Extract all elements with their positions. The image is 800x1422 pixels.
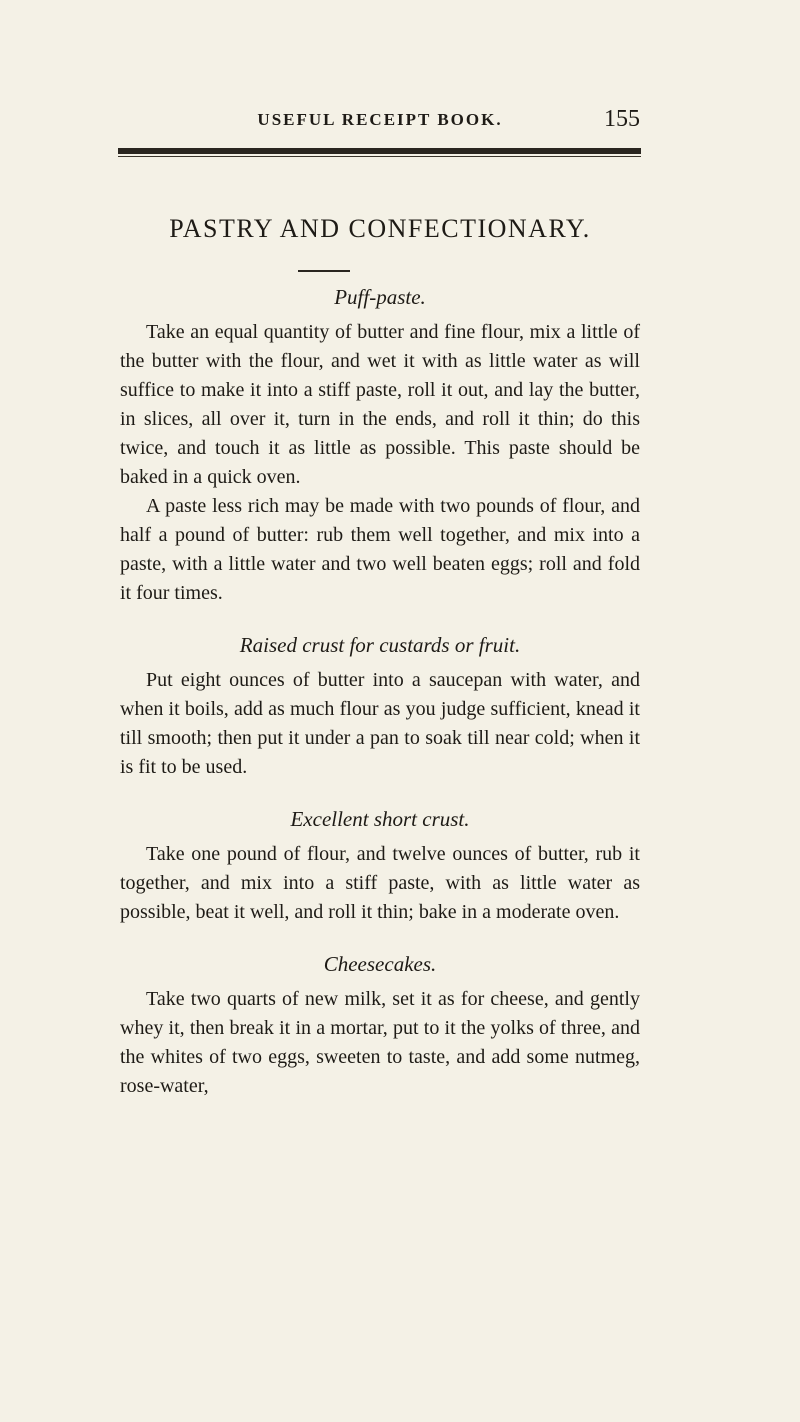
- recipe-title: Raised crust for custards or fruit.: [239, 633, 521, 657]
- recipe-puff-paste: [120, 282, 640, 608]
- recipe-title: Puff-paste.: [334, 285, 426, 309]
- running-head: [120, 106, 640, 136]
- page-body: [120, 282, 640, 1123]
- recipe-paragraph: A paste less rich may be made with two pounds of flour, and half a pound of butter: rub them well together, and mix into a paste, with a little water and two well beaten eggs; roll and fold it four times.: [120, 495, 640, 604]
- recipe-paragraph: Put eight ounces of butter into a saucepan with water, and when it boils, add as much flour as you judge sufficient, knead it till smooth; then put it under a pan to soak till near cold; when it is fit to be used.: [120, 669, 640, 778]
- recipe-title: Excellent short crust.: [290, 807, 470, 831]
- page-number: 155: [604, 106, 640, 132]
- section-title: PASTRY AND CONFECTIONARY.: [169, 214, 591, 243]
- header-rule-thin: [118, 156, 641, 157]
- recipe-paragraph: Take two quarts of new milk, set it as for cheese, and gently whey it, then break it in a mortar, put to it the yolks of three, and the whites of two eggs, sweeten to taste, and add some nutmeg, rose-water,: [120, 988, 640, 1097]
- recipe-paragraph: Take one pound of flour, and twelve ounces of butter, rub it together, and mix into a stiff paste, with as little water as possible, beat it well, and roll it thin; bake in a moderate oven.: [120, 843, 640, 923]
- recipe-cheesecakes: [120, 949, 640, 1101]
- recipe-raised-crust: [120, 630, 640, 782]
- recipe-title: Cheesecakes.: [323, 952, 437, 976]
- recipe-paragraph: Take an equal quantity of butter and fine flour, mix a little of the butter with the flour, and wet it with as little water as will suffice to make it into a stiff paste, roll it out, and lay the butter, in slices, all over it, turn in the ends, and roll it thin; do this twice, and touch it as little as possible. This paste should be baked in a quick oven.: [120, 321, 640, 488]
- running-title: USEFUL RECEIPT BOOK.: [257, 110, 503, 129]
- section-divider: [298, 270, 350, 272]
- header-rule: [118, 148, 641, 154]
- recipe-short-crust: [120, 804, 640, 927]
